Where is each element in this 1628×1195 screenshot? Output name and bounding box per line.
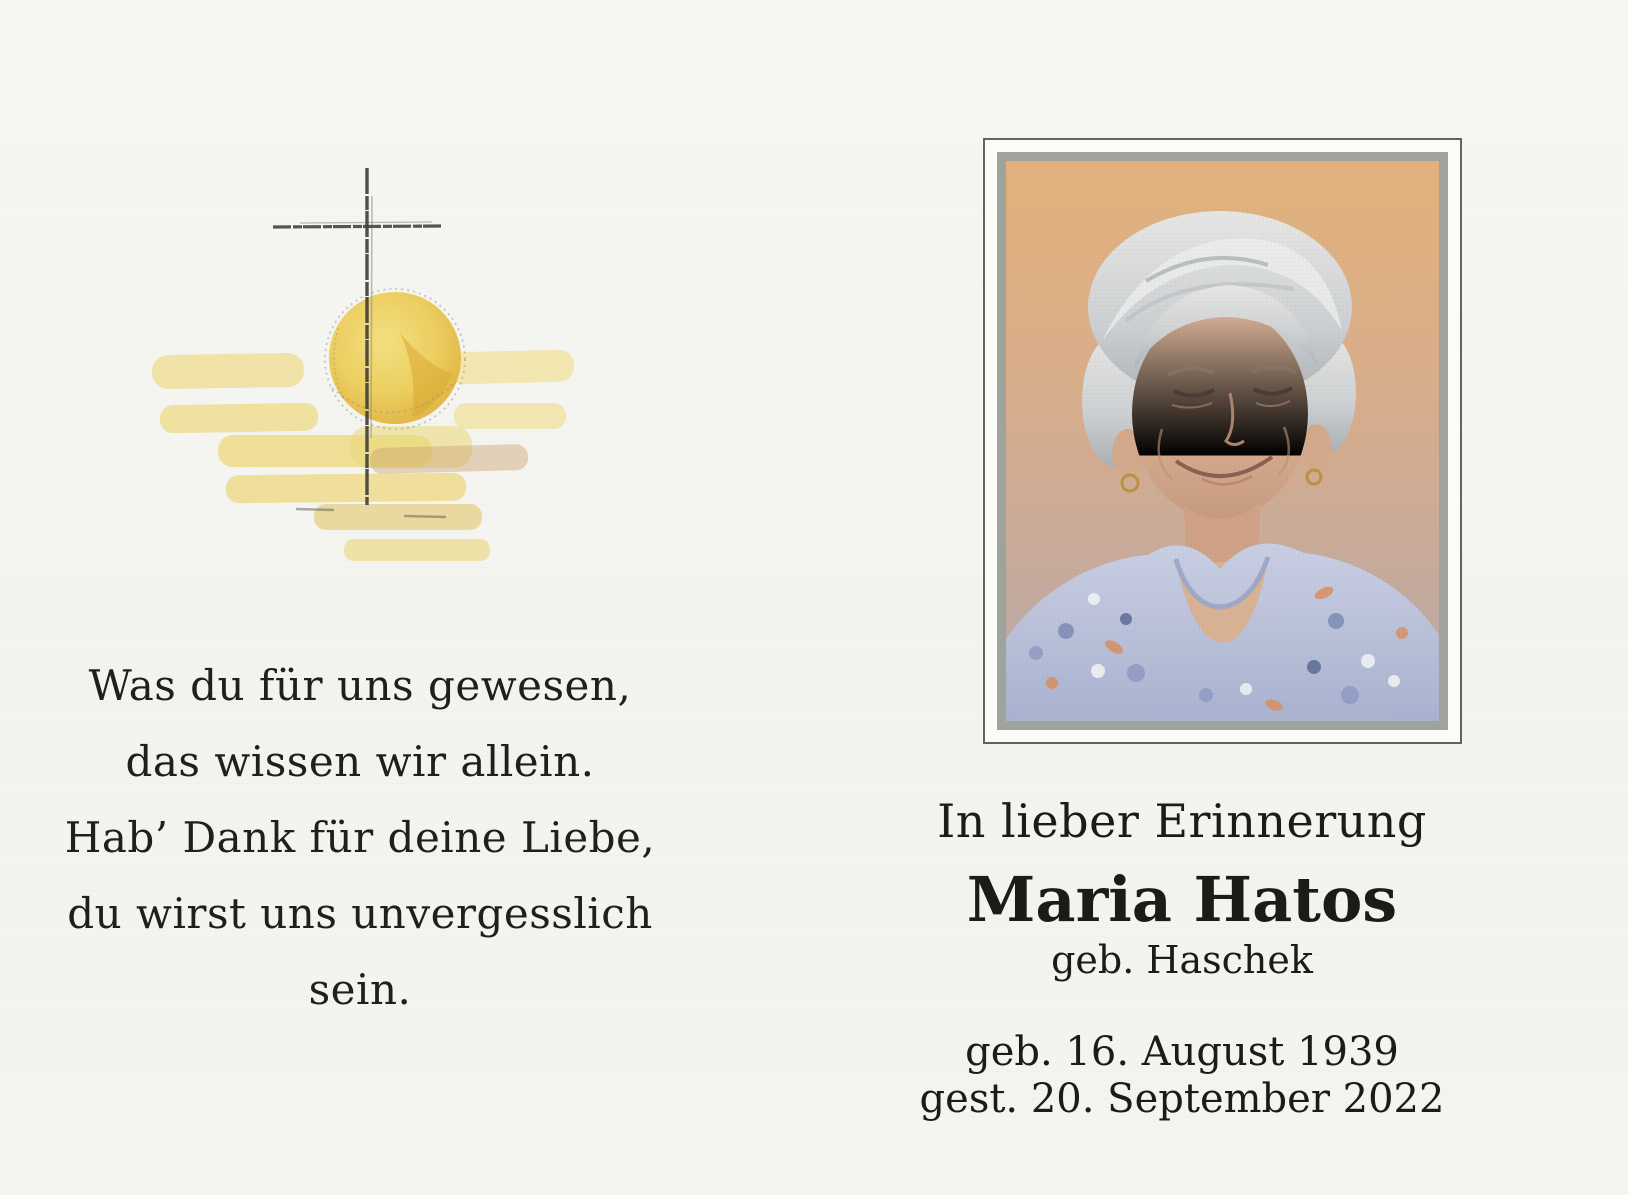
memorial-intro: In lieber Erinnerung <box>937 794 1427 848</box>
poem-line: Was du für uns gewesen, <box>88 661 632 710</box>
birth-date: geb. 16. August 1939 <box>965 1029 1399 1076</box>
poem-line: das wissen wir allein. <box>125 737 595 786</box>
poem-line: Hab’ Dank für deine Liebe, <box>64 813 656 862</box>
sun-icon <box>325 289 465 429</box>
deceased-name: Maria Hatos <box>966 862 1398 936</box>
photo-frame <box>983 138 1462 744</box>
cross-sunset-illustration <box>100 138 620 578</box>
life-dates <box>872 1029 1492 1123</box>
poem <box>36 648 684 1028</box>
portrait-photo <box>1006 161 1439 721</box>
death-date: gest. 20. September 2022 <box>919 1076 1445 1123</box>
poem-line: du wirst uns unvergesslich sein. <box>67 889 653 1014</box>
photo-mat <box>997 152 1448 730</box>
maiden-name: geb. Haschek <box>1051 937 1313 982</box>
memorial-text-column <box>872 796 1492 1123</box>
